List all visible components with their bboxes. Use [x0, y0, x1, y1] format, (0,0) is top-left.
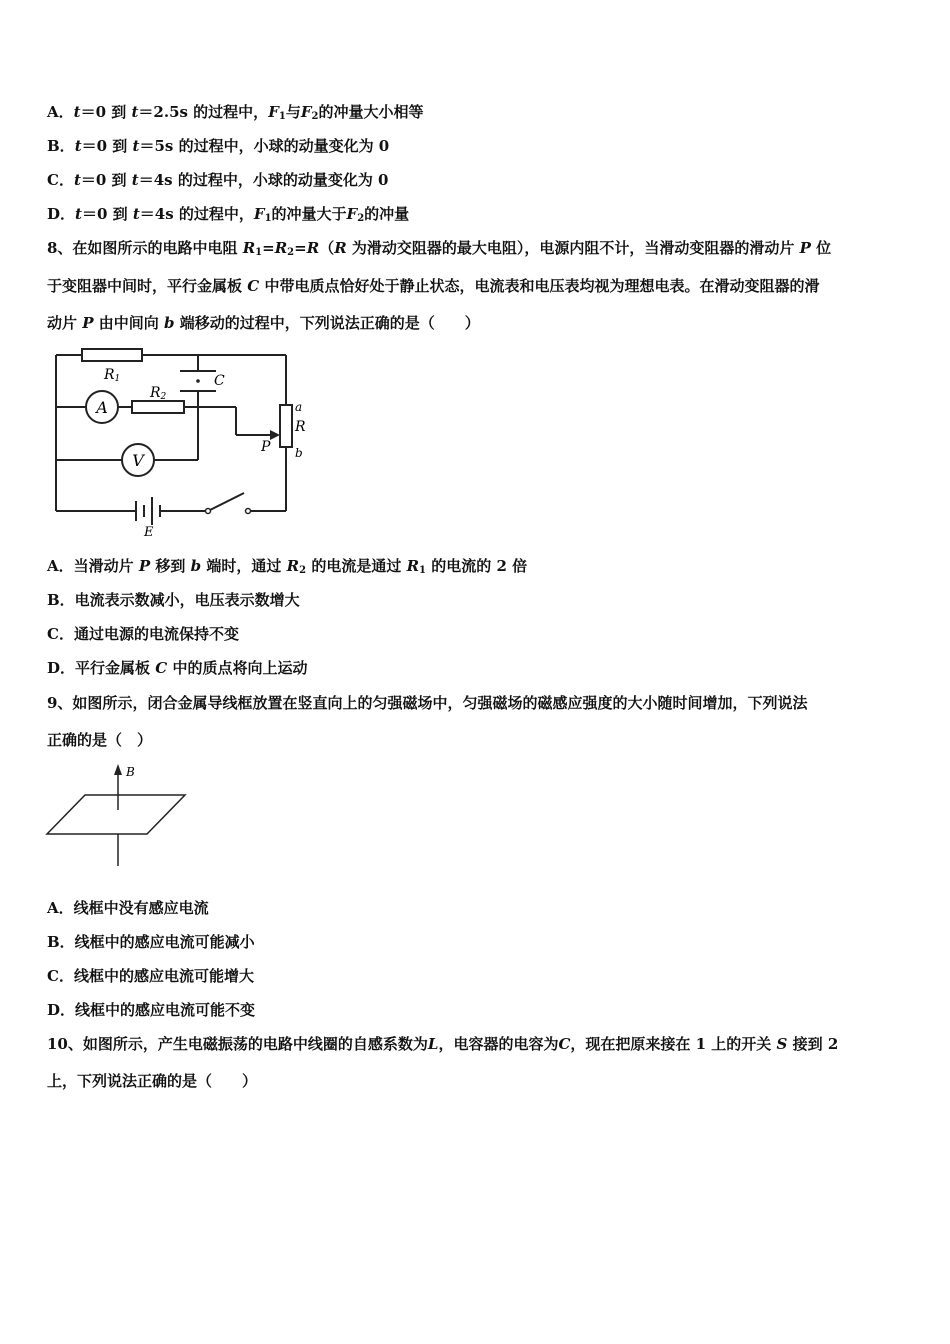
q8-option-d: D．平行金属板 C 中的质点将向上运动: [47, 659, 308, 677]
q8-option-a: A．当滑动片 P 移到 b 端时，通过 $R_2$ 的电流是通过 $R_1$ 的电流的 2 倍: [47, 557, 528, 576]
q7-option-b: B．t＝0 到 t＝5s 的过程中，小球的动量变化为 0: [47, 137, 390, 155]
q8-stem-line-3: 动片 P 由中间向 b 端移动的过程中，下列说法正确的是（ ）: [47, 314, 480, 332]
q9-stem-line-2: 正确的是（ ）: [47, 731, 153, 749]
svg-text:A: A: [96, 398, 108, 417]
q7-option-d: D．t＝0 到 t＝4s 的过程中，$F_1$的冲量大于$F_2$的冲量: [47, 205, 410, 224]
svg-text:P: P: [261, 439, 271, 455]
q9-stem-line-1: 9、如图所示，闭合金属导线框放置在竖直向上的匀强磁场中，匀强磁场的磁感应强度的大小随时间增加，下列说法: [47, 694, 808, 712]
svg-text:C: C: [214, 373, 225, 389]
charged-particle: [196, 379, 200, 383]
q8-stem-line-1: 8、在如图所示的电路中电阻 $R_1=R_2=R(R$ 为滑动交阻器的最大电阻），电源内阻不计，当滑动变阻器的滑动片 P 位: [47, 239, 832, 258]
field-arrow-icon: [114, 764, 122, 775]
svg-text:b: b: [295, 446, 303, 460]
svg-text:V: V: [132, 451, 144, 470]
q8-option-c: C．通过电源的电流保持不变: [47, 625, 239, 643]
q10-stem-line-2: 上，下列说法正确的是（ ）: [47, 1072, 258, 1090]
slider-arrow-icon: [270, 430, 280, 440]
wire-frame: [47, 795, 185, 834]
q8-option-b: B．电流表示数减小，电压表示数增大: [47, 591, 300, 609]
svg-text:R2: R2: [150, 385, 167, 402]
q8-stem-line-2: 于变阻器中间时，平行金属板 C 中带电质点恰好处于静止状态，电流表和电压表均视为理想电表。在滑动变阻器的滑: [47, 277, 820, 295]
svg-text:E: E: [144, 525, 154, 540]
svg-text:B: B: [126, 765, 135, 779]
q8-circuit-diagram: [48, 345, 310, 543]
q7-option-c: C．t＝0 到 t＝4s 的过程中，小球的动量变化为 0: [47, 171, 389, 189]
q9-option-d: D．线框中的感应电流可能不变: [47, 1001, 256, 1019]
q10-stem-line-1: 10、如图所示，产生电磁振荡的电路中线圈的自感系数为L，电容器的电容为C，现在把原来接在 1 上的开关 S 接到 2: [47, 1035, 839, 1053]
svg-text:R: R: [295, 419, 306, 435]
resistor-r2: [132, 401, 184, 413]
resistor-r1: [82, 349, 142, 361]
q7-option-a: A．t＝0 到 t＝2.5s 的过程中，$F_1$与$F_2$的冲量大小相等: [47, 103, 424, 122]
q9-option-a: A．线框中没有感应电流: [47, 899, 209, 917]
svg-text:a: a: [295, 400, 303, 414]
switch-blade: [208, 493, 244, 511]
q9-option-b: B．线框中的感应电流可能减小: [47, 933, 255, 951]
rheostat-r: [280, 405, 292, 447]
svg-text:R1: R1: [104, 367, 121, 384]
q9-option-c: C．线框中的感应电流可能增大: [47, 967, 254, 985]
q9-magnetic-field-diagram: [44, 760, 194, 870]
